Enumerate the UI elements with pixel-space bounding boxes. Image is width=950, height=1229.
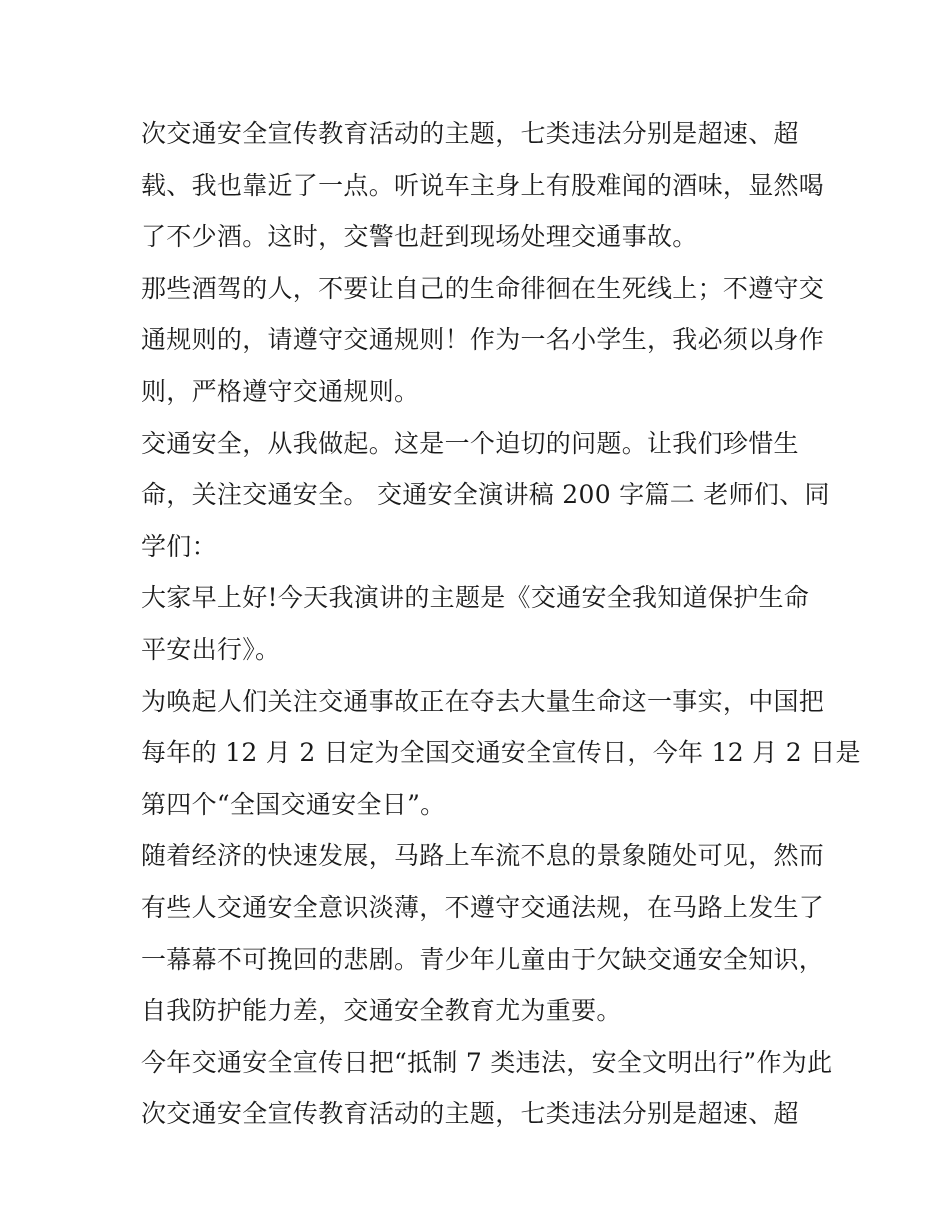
- text-line: 了不少酒。这时，交警也赶到现场处理交通事故。: [141, 222, 698, 252]
- document-body: [141, 108, 861, 1140]
- text-line: 今年交通安全宣传日把“抵制 7 类违法，安全文明出行”作为此: [141, 1047, 833, 1077]
- text-line: 每年的 12 月 2 日定为全国交通安全宣传日，今年 12 月 2 日是: [141, 738, 861, 768]
- text-line: 随着经济的快速发展，马路上车流不息的景象随处可见，然而: [141, 841, 825, 871]
- text-line: 次交通安全宣传教育活动的主题，七类违法分别是超速、超: [141, 119, 799, 148]
- text-line: 大家早上好!今天我演讲的主题是《交通安全我知道保护生命: [141, 583, 810, 613]
- text-line: 有些人交通安全意识淡薄，不遵守交通法规，在马路上发生了: [141, 892, 825, 922]
- text-line: 载、我也靠近了一点。听说车主身上有股难闻的酒味，显然喝: [141, 170, 825, 200]
- text-line: 次交通安全宣传教育活动的主题，七类违法分别是超速、超: [141, 1099, 799, 1129]
- text-line: 为唤起人们关注交通事故正在夺去大量生命这一事实，中国把: [141, 686, 825, 716]
- text-line: 通规则的，请遵守交通规则！作为一名小学生，我必须以身作: [141, 325, 825, 355]
- text-line: 交通安全，从我做起。这是一个迫切的问题。让我们珍惜生: [141, 428, 799, 458]
- text-line: 命，关注交通安全。 交通安全演讲稿 200 字篇二 老师们、同: [141, 480, 830, 510]
- text-line: 自我防护能力差，交通安全教育尤为重要。: [141, 996, 622, 1026]
- text-line: 学们：: [141, 531, 217, 561]
- text-line: 则，严格遵守交通规则。: [141, 376, 420, 406]
- text-line: 那些酒驾的人，不要让自己的生命徘徊在生死线上；不遵守交: [141, 273, 825, 303]
- text-line: 一幕幕不可挽回的悲剧。青少年儿童由于欠缺交通安全知识，: [141, 944, 825, 974]
- text-line: 平安出行》。: [141, 634, 281, 664]
- text-line: 第四个“全国交通安全日”。: [141, 789, 446, 819]
